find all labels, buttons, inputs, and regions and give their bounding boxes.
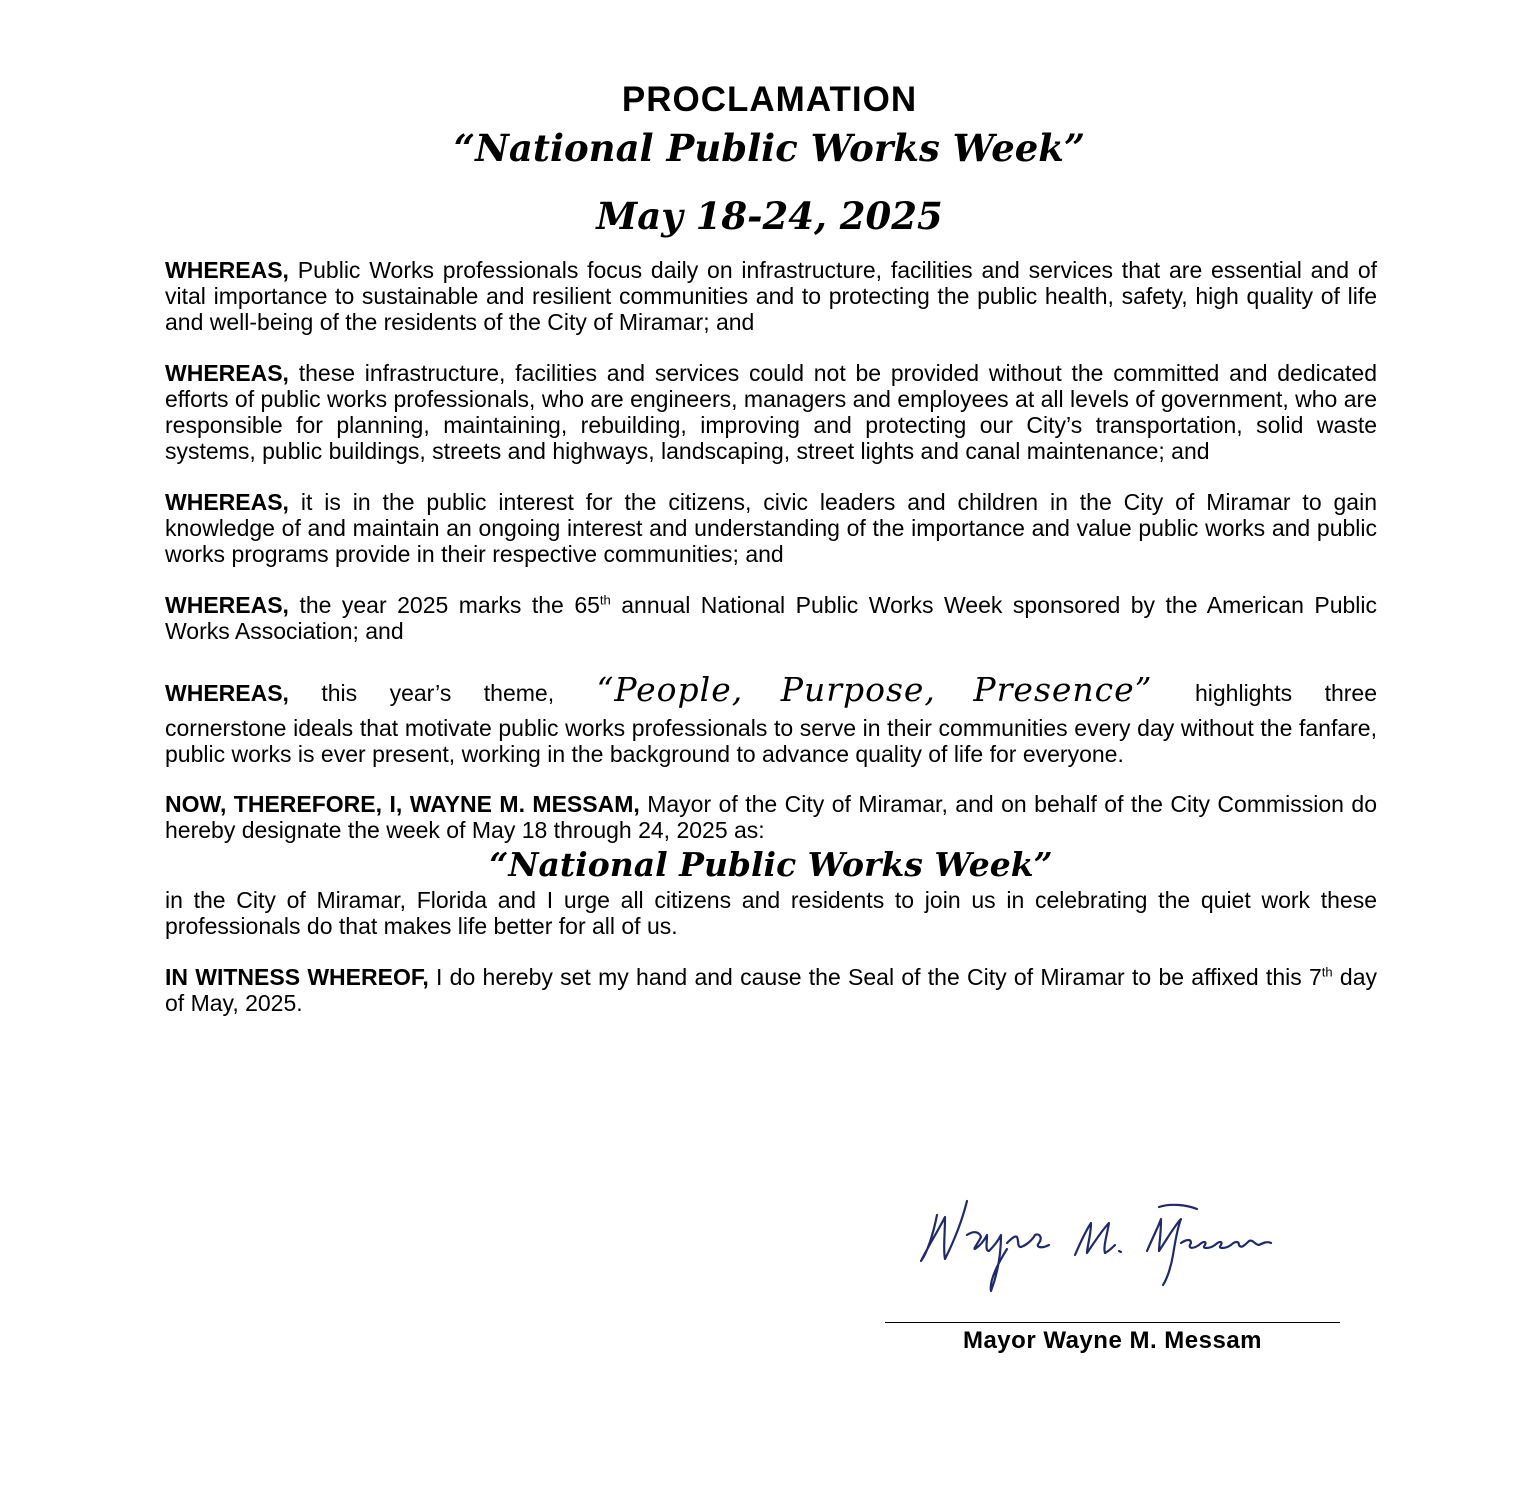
now-therefore-lead: NOW, THEREFORE, I, WAYNE M. MESSAM, — [165, 791, 640, 817]
handwritten-signature — [915, 1195, 1275, 1295]
signature-line — [885, 1322, 1340, 1323]
paragraph-text: cornerstone ideals that motivate public works professionals to serve in their communities every day without the fanfare, public works is ever present, working in the background to advance quality of life for everyone. — [165, 715, 1377, 767]
theme-text: “People, Purpose, Presence” — [596, 670, 1153, 709]
whereas-lead: WHEREAS, — [165, 489, 289, 515]
paragraph-text: the year 2025 marks the 65 — [299, 592, 600, 618]
now-therefore-paragraph — [165, 791, 1377, 843]
paragraph-text: this year’s theme, — [321, 680, 555, 706]
whereas-paragraph-4 — [165, 592, 1377, 644]
witness-paragraph — [165, 964, 1377, 1016]
paragraph-text: in the City of Miramar, Florida and I urge all citizens and residents to join us in celebrating the quiet work these professionals do that makes life better for all of us. — [165, 887, 1377, 939]
whereas-lead: WHEREAS, — [165, 592, 289, 618]
whereas-lead: WHEREAS, — [165, 360, 289, 386]
designation-title: “National Public Works Week” — [489, 845, 1053, 884]
proclamation-dates: May 18-24, 2025 — [596, 194, 943, 238]
signature-strokes — [921, 1201, 1271, 1291]
proclamation-subtitle: “National Public Works Week” — [453, 126, 1086, 170]
proclamation-body — [165, 257, 1377, 1016]
whereas-lead: WHEREAS, — [165, 680, 289, 706]
whereas-paragraph-3 — [165, 489, 1377, 567]
whereas-paragraph-1 — [165, 257, 1377, 335]
theme-line — [165, 668, 1377, 715]
whereas-paragraph-2 — [165, 360, 1377, 464]
whereas-paragraph-5 — [165, 668, 1377, 767]
paragraph-text: I do hereby set my hand and cause the Seal of the City of Miramar to be affixed this 7 — [436, 964, 1322, 990]
signatory-name: Mayor Wayne M. Messam — [962, 1327, 1263, 1354]
proclamation-header — [0, 78, 1539, 240]
paragraph-text: annual National Public Works Week sponsored by the American Public Works Association; and — [165, 592, 1377, 644]
urge-paragraph — [165, 887, 1377, 939]
witness-lead: IN WITNESS WHEREOF, — [165, 964, 429, 990]
ordinal-suffix: th — [599, 592, 611, 608]
paragraph-text: Mayor of the City of Miramar, and on behalf of the City Commission do hereby designate the week of May 18 through 24, 2025 as: — [165, 791, 1377, 843]
whereas-lead: WHEREAS, — [165, 257, 289, 283]
paragraph-text: it is in the public interest for the citizens, civic leaders and children in the City of Miramar to gain knowledge of and maintain an ongoing interest and understanding of the importance and value public works and public works programs provide in their respective communities; and — [165, 489, 1377, 567]
proclamation-title: PROCLAMATION — [621, 80, 918, 119]
paragraph-text: highlights three — [1194, 680, 1377, 706]
paragraph-text: these infrastructure, facilities and services could not be provided without the committed and dedicated efforts of public works professionals, who are engineers, managers and employees at all levels of government, who are responsible for planning, maintaining, rebuilding, improving and protecting our City’s transportation, solid waste systems, public buildings, streets and highways, landscaping, street lights and canal maintenance; and — [165, 360, 1378, 464]
ordinal-suffix: th — [1321, 964, 1333, 980]
paragraph-text: Public Works professionals focus daily on infrastructure, facilities and services that are essential and of vital importance to sustainable and resilient communities and to protecting the public health, safety, high quality of life and well-being of the residents of the City of Miramar; and — [165, 257, 1378, 335]
paragraph-text: day of May, 2025. — [165, 964, 1378, 1016]
